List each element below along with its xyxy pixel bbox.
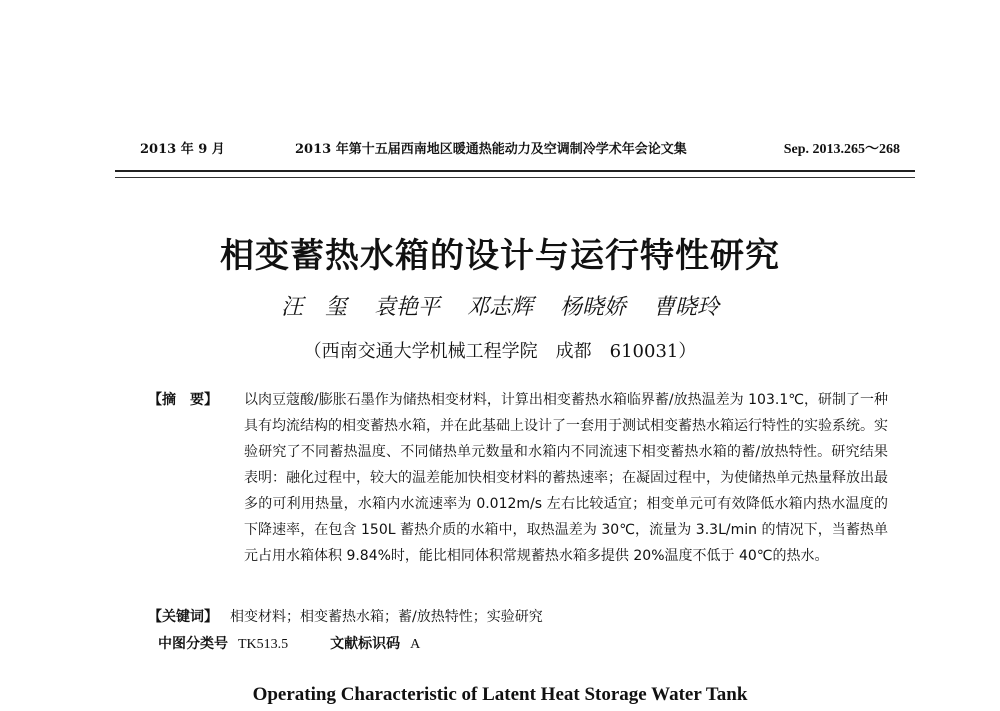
abstract-text: 以肉豆蔻酸/膨胀石墨作为储热相变材料，计算出相变蓄热水箱临界蓄/放热温差为 103.1℃，研制了一种具有均流结构的相变蓄热水箱，并在此基础上设计了一套用于测试相变蓄热水箱运行特性的实验系统。实验研究了不同蓄热温度、不同储热单元数量和水箱内不同流速下相变蓄热水箱的蓄/放热特性。研究结果表明：融化过程中，较大的温差能加快相变材料的蓄热速率；在凝固过程中，为使储热单元热量释放出最多的可利用热量，水箱内水流速率为 0.012m/s 左右比较适宜；相变单元可有效降低水箱内热水温度的下降速率，在包含 150L 蓄热介质的水箱中，取热温差为 30℃，流量为 3.3L/min 的情况下，当蓄热单元占用水箱体积 9.84%时，能比相同体积常规蓄热水箱多提供 20%温度不低于 40℃的热水。 xyxy=(244,392,888,564)
clc-value: TK513.5 xyxy=(238,637,289,652)
affiliation: （西南交通大学机械工程学院 成都 610031） xyxy=(303,341,697,362)
author: 袁艳平 xyxy=(373,295,440,320)
author: 汪 玺 xyxy=(280,295,347,320)
header-pages: Sep. 2013.265～268 xyxy=(783,142,900,157)
keywords-value: 相变材料；相变蓄热水箱；蓄/放热特性；实验研究 xyxy=(230,609,543,625)
keywords-label: 【关键词】 xyxy=(148,609,218,625)
author-list xyxy=(0,290,1000,321)
keywords-line xyxy=(148,606,543,626)
header-rule-thin xyxy=(115,177,915,178)
header-rule-thick xyxy=(115,170,915,172)
author: 邓志辉 xyxy=(466,295,533,320)
author: 曹晓玲 xyxy=(653,295,720,320)
clc-label: 中图分类号 xyxy=(158,636,228,652)
header-date: 2013 年 9 月 xyxy=(140,142,225,157)
abstract-block xyxy=(148,387,888,569)
doc-code-label: 文献标识码 xyxy=(330,636,401,652)
paper-title: 相变蓄热水箱的设计与运行特性研究 xyxy=(220,236,780,276)
classification-line xyxy=(158,633,420,653)
running-header xyxy=(140,138,900,160)
abstract-label: 【摘 要】 xyxy=(148,392,218,408)
header-proceedings: 2013 年第十五届西南地区暖通热能动力及空调制冷学术年会论文集 xyxy=(295,142,687,157)
author: 杨晓娇 xyxy=(560,295,627,320)
doc-code-value: A xyxy=(410,637,421,652)
english-title: Operating Characteristic of Latent Heat Storage Water Tank xyxy=(252,684,748,705)
